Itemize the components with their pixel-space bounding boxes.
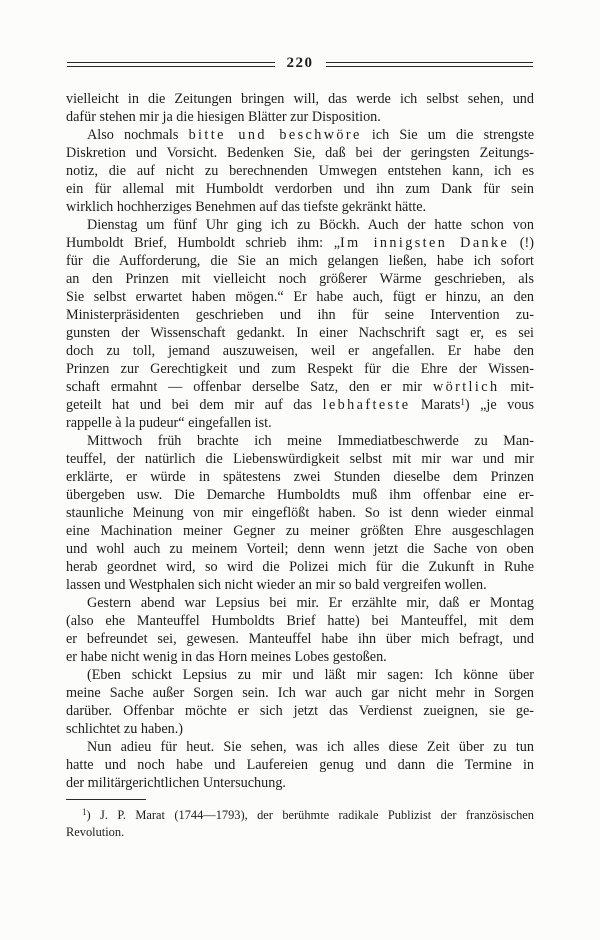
text-line [66, 720, 534, 738]
text-line [66, 522, 534, 540]
text-line [66, 396, 534, 414]
text-line [66, 486, 534, 504]
text-segment: (also ehe Manteuffel Humboldts Brief hatte) bei Manteuffel, mit dem [66, 613, 534, 629]
text-segment: und wohl auch zu meinem Vorteil; denn wenn jetzt die Sache von oben [66, 541, 534, 557]
text-line [66, 432, 534, 450]
paragraph [66, 666, 534, 738]
text-segment: ein für allemal mit Humboldt verdorben und ihn zum Dank für sein [66, 181, 534, 197]
footnote-rule [66, 799, 146, 800]
text-line [66, 324, 534, 342]
page-header [67, 54, 533, 74]
text-line [66, 180, 534, 198]
text-line [66, 576, 534, 594]
text-line [66, 234, 534, 252]
text-segment: ) „je vous [464, 397, 534, 413]
text-segment: ich Sie um die strengste [361, 127, 534, 143]
text-segment: Also nochmals [87, 127, 189, 143]
page-body [66, 90, 534, 792]
text-line [66, 504, 534, 522]
text-segment: lassen und Westphalen sich nicht wieder an mir so bald vergreifen wollen. [66, 577, 487, 593]
text-line [66, 414, 534, 432]
text-segment: Marats [410, 397, 461, 413]
text-line [66, 144, 534, 162]
paragraph [66, 594, 534, 666]
text-line [66, 378, 534, 396]
text-segment: (!) [509, 235, 534, 251]
text-segment: hatte und noch habe und Laufereien genug und dann die Termine in [66, 757, 534, 773]
footnote-line [66, 824, 534, 841]
text-segment: vielleicht in die Zeitungen bringen will, das werde ich selbst sehen, und [66, 91, 534, 107]
text-segment: Ministerpräsidenten geschrieben und ihn für seine Intervention zu- [66, 307, 534, 323]
text-segment: ) J. P. Marat (1744—1793), der berühmte radikale Publizist der französischen [86, 808, 534, 822]
text-segment: übergeben usw. Die Demarche Humboldts muß ihm offenbar eine er- [66, 487, 534, 503]
paragraph [66, 126, 534, 216]
footnote-marker: 1 [82, 807, 87, 817]
text-segment: wörtlich [432, 379, 500, 395]
paragraph [66, 738, 534, 792]
text-segment: Mittwoch früh brachte ich meine Immediatbeschwerde zu Man- [87, 433, 534, 449]
text-line [66, 666, 534, 684]
text-segment: darüber. Offenbar möchte er sich jetzt das Verdienst zueignen, sie ge- [66, 703, 534, 719]
text-segment: herab geordnet wird, so wird die Polizei mich für die Zukunft in Ruhe [66, 559, 534, 575]
text-segment: Nun adieu für heut. Sie sehen, was ich alles diese Zeit über zu tun [87, 739, 534, 755]
text-line [66, 342, 534, 360]
text-line [66, 306, 534, 324]
text-segment: Sie selbst erwartet haben mögen.“ Er habe auch, fügt er hinzu, an den [66, 289, 534, 305]
paragraph [66, 216, 534, 432]
text-line [66, 198, 534, 216]
text-segment: Gestern abend war Lepsius bei mir. Er erzählte mir, daß er Montag [87, 595, 534, 611]
header-rule-left [67, 62, 275, 67]
text-segment: eine Machination meiner Gegner zu meiner größten Ehre ausgeschlagen [66, 523, 534, 539]
text-line [66, 162, 534, 180]
text-line [66, 108, 534, 126]
text-line [66, 774, 534, 792]
text-segment: gunsten der Wissenschaft gedankt. In einer Nachschrift sagt er, es sei [66, 325, 534, 341]
text-segment: Im innigsten Danke [340, 235, 510, 251]
footnote [66, 807, 534, 841]
text-segment: Dienstag um fünf Uhr ging ich zu Böckh. Auch der hatte schon von [87, 217, 534, 233]
text-line [66, 252, 534, 270]
text-line [66, 90, 534, 108]
text-segment: Humboldt Brief, Humboldt schrieb ihm: „ [66, 235, 341, 251]
text-line [66, 360, 534, 378]
text-segment: rappelle à la pudeur“ eingefallen ist. [66, 415, 272, 431]
footnote-marker: 1 [460, 397, 465, 407]
header-rule-right [326, 62, 534, 67]
text-line [66, 288, 534, 306]
text-segment: er habe nicht wenig in das Horn meines Lobes gestoßen. [66, 649, 387, 665]
page-number: 220 [286, 54, 314, 71]
text-line [66, 540, 534, 558]
text-segment: erklärte, er würde in spätestens zwei Stunden dieselbe dem Prinzen [66, 469, 534, 485]
text-segment: (Eben schickt Lepsius zu mir und läßt mir sagen: Ich könne über [87, 667, 534, 683]
text-segment: Diskretion und Vorsicht. Bedenken Sie, daß bei der geringsten Zeitungs- [66, 145, 534, 161]
text-line [66, 594, 534, 612]
text-segment: lebhafteste [322, 397, 411, 413]
text-line [66, 738, 534, 756]
text-segment: staunliche Meinung von mir eingeflößt haben. So ist denn wieder einmal [66, 505, 534, 521]
text-segment: schaft ermahnt — offenbar derselbe Satz, den er mir [66, 379, 433, 395]
text-segment: an den Prinzen mit vielleicht noch größerer Wärme geschrieben, als [66, 271, 534, 287]
text-line [66, 684, 534, 702]
text-segment: für die Aufforderung, die Sie an mich gelangen ließen, habe ich sofort [66, 253, 534, 269]
text-segment: bitte und beschwöre [188, 127, 362, 143]
text-line [66, 558, 534, 576]
text-line [66, 270, 534, 288]
text-line [66, 756, 534, 774]
text-segment: schlichtet zu haben.) [66, 721, 183, 737]
text-segment: meine Sache außer Sorgen sein. Ich war auch gar nicht mehr in Sorgen [66, 685, 534, 701]
text-line [66, 702, 534, 720]
text-segment: Revolution. [66, 825, 125, 839]
paragraph [66, 90, 534, 126]
text-segment: er befreundet sei, gewesen. Manteuffel habe ihn über mich befragt, und [66, 631, 534, 647]
text-segment: wirklich hochherziges Benehmen auf das tiefste gekränkt hätte. [66, 199, 427, 215]
text-segment: der militärgerichtlichen Untersuchung. [66, 775, 286, 791]
text-segment: dafür stehen mir ja die hiesigen Blätter zur Disposition. [66, 109, 381, 125]
text-line [66, 450, 534, 468]
text-segment: doch zu toll, jemand auszuweisen, weil er angefallen. Er habe den [66, 343, 534, 359]
text-line [66, 216, 534, 234]
text-segment: teuffel, der natürlich die Liebenswürdigkeit selbst mit mir war und mir [66, 451, 534, 467]
paragraph [66, 432, 534, 594]
text-segment: geteilt hat und bei dem mir auf das [66, 397, 323, 413]
text-segment: mit- [499, 379, 534, 395]
text-segment: notiz, die auf nicht zu berechnenden Umwegen entstehen kann, ich es [66, 163, 534, 179]
footnote-line [66, 807, 534, 824]
text-line [66, 648, 534, 666]
text-line [66, 630, 534, 648]
text-line [66, 612, 534, 630]
text-line [66, 468, 534, 486]
text-line [66, 126, 534, 144]
text-segment: Prinzen zur Gerechtigkeit und zum Respekt für die Ehre der Wissen- [66, 361, 534, 377]
